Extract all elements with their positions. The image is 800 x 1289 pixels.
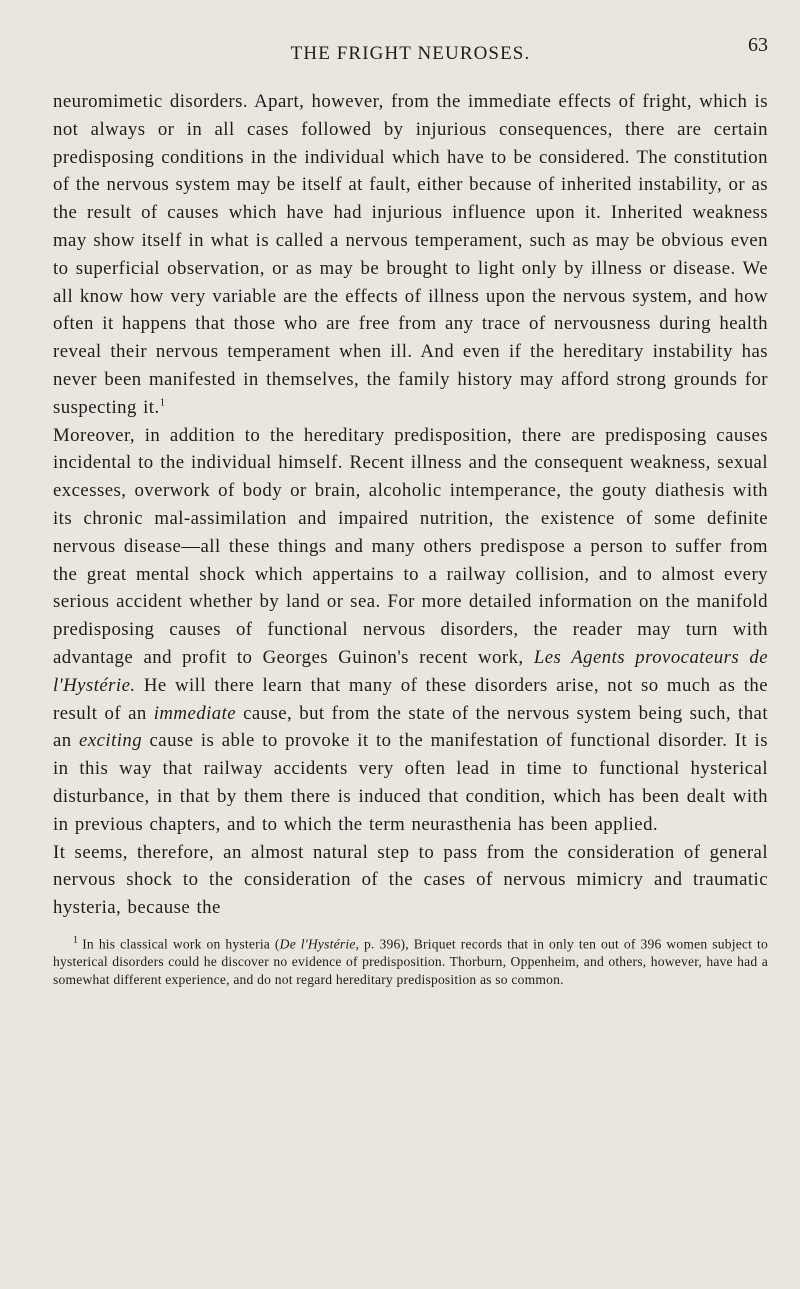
footnote [53,932,768,989]
text-run: In his classical work on hysteria ( [82,936,280,952]
italic-run: Les Agents provocateurs de l'Hystérie. [53,646,769,696]
text-run: He will there learn that many of these disorders arise, not so much as the result of an [53,674,768,724]
footnote-reference: 1 [159,396,166,409]
paragraph [53,839,768,922]
text-run: cause is able to provoke it to the manifestation of functional disorder. It is in this way that railway accidents very often lead in time to functional hysterical disturbance, in that by them there is induced that condition, which has been dealt with in previous chapters, and to which the term neurasthenia has been applied. [53,730,768,835]
footnote-text [53,936,768,987]
text-run: cause, but from the state of the nervous system being such, that an [53,702,768,752]
body-text [53,88,768,922]
text-run: neuromimetic disorders. Apart, however, from the immediate effects of fright, which is not always or in all cases followed by injurious consequences, there are certain predisposing conditions in the individual which have to be considered. The constitution of the nervous system may be itself at fault, either because of inherited instability, or as the result of causes which have had injurious influence upon it. Inherited weakness may show itself in what is called a nervous temperament, such as may be obvious even to superficial observation, or as may be brought to light only by illness or disease. We all know how very variable are the effects of illness upon the nervous system, and how often it happens that those who are free from any trace of nervousness during health reveal their nervous temperament when ill. And even if the hereditary instability has never been manifested in themselves, the family history may afford strong grounds for suspecting it. [53,91,768,418]
running-head [53,34,768,74]
italic-run: immediate [153,702,237,724]
text-run: It seems, therefore, an almost natural step to pass from the consideration of general nervous shock to the consideration of the cases of nervous mimicry and traumatic hysteria, because the [53,841,768,919]
italic-run: De l'Hystérie, [279,936,360,952]
text-run: p. 396), Briquet records that in only ten out of 396 women subject to hysterical disorders could he discover no evidence of predisposition. Thorburn, Oppenheim, and others, however, have had a somewhat different experience, and do not regard hereditary predisposition as so common. [53,936,769,988]
text-run: Moreover, in addition to the hereditary predisposition, there are predisposing causes incidental to the individual himself. Recent illness and the consequent weakness, sexual excesses, overwork of body or brain, alcoholic intemperance, the gouty diathesis with its chronic mal-assimilation and impaired nutrition, the existence of some definite nervous disease—all these things and many others predispose a person to suffer from the great mental shock which appertains to a railway collision, and to almost every serious accident whether by land or sea. For more detailed information on the manifold predisposing causes of functional nervous disorders, the reader may turn with advantage and profit to Georges Guinon's recent work, [53,424,768,668]
italic-run: exciting [79,730,143,752]
footnote-marker: 1 [73,934,79,946]
paragraph [53,422,768,839]
paragraph [53,88,768,422]
running-title: THE FRIGHT NEUROSES. [290,43,531,64]
page-number: 63 [748,34,768,56]
